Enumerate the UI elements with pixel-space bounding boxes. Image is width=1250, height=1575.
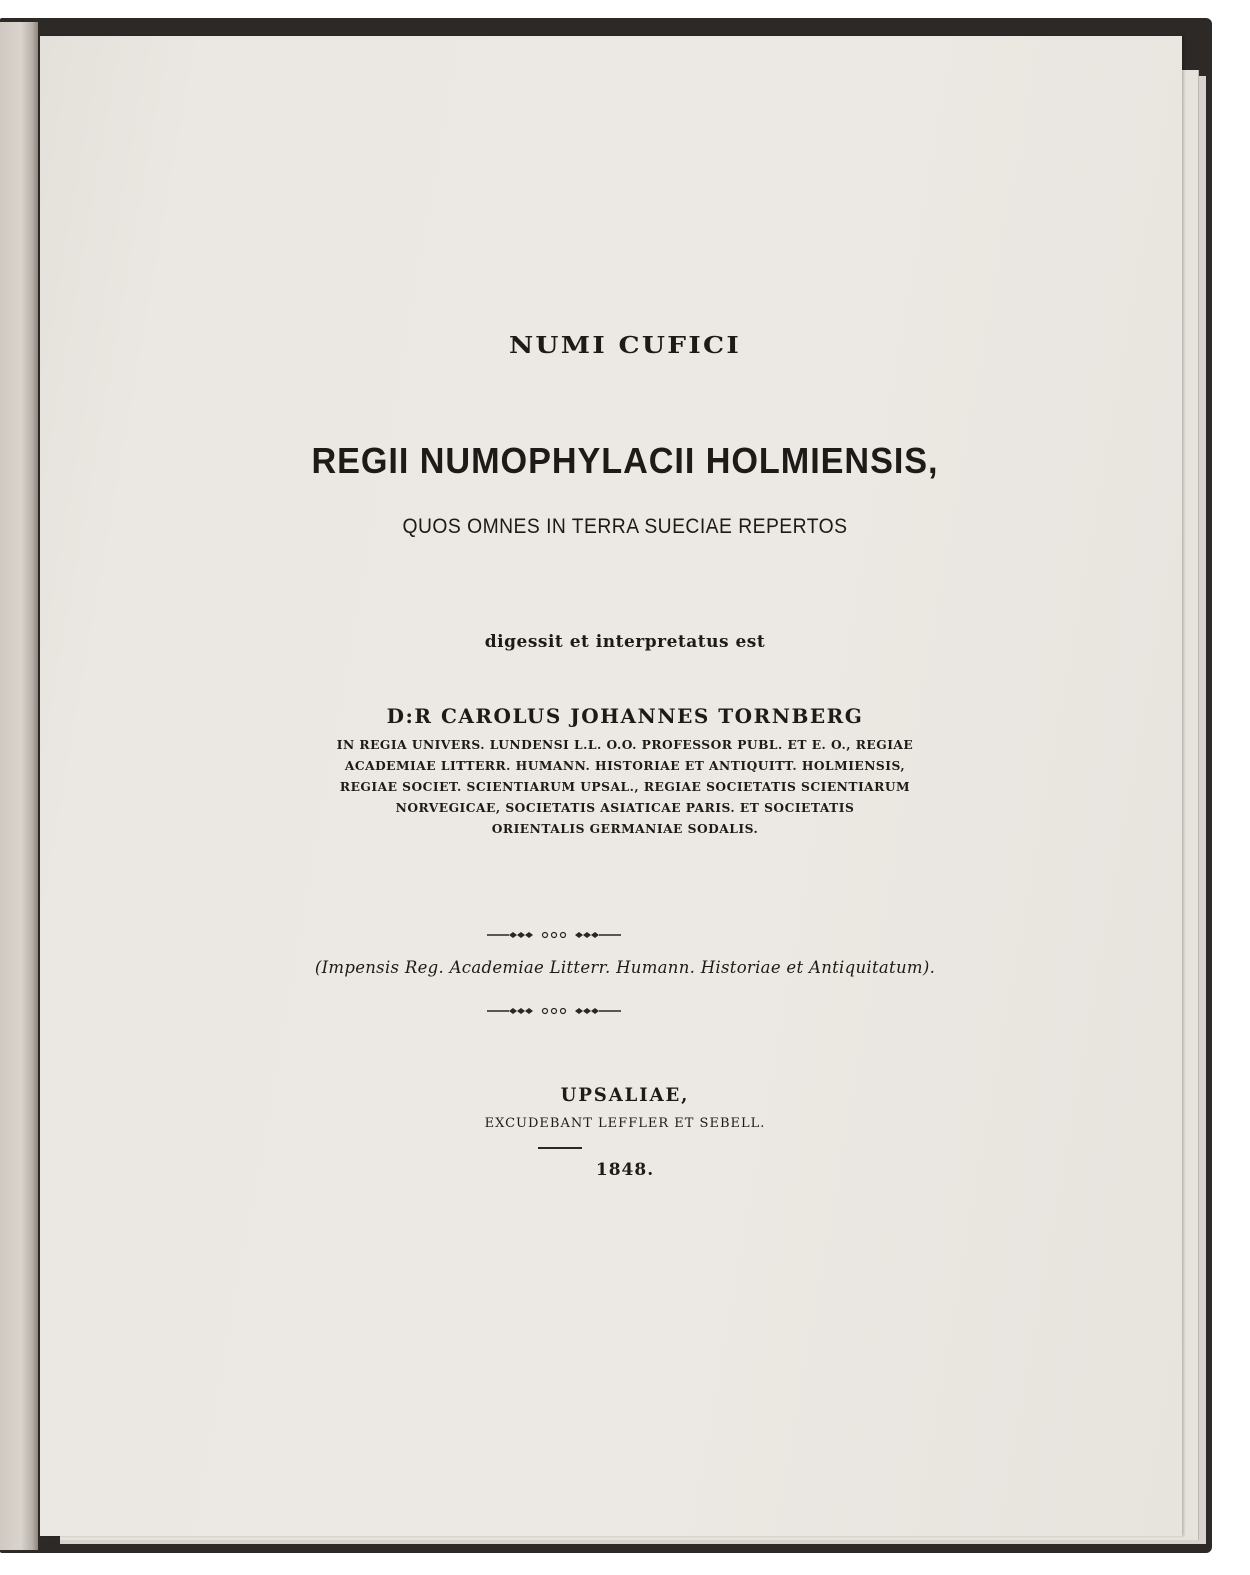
imprint-place: UPSALIAE, [560,1084,690,1106]
book-subtitle: REGII NUMOPHYLACII HOLMIENSIS, [311,440,939,481]
imprint-year: 1848. [595,1160,655,1180]
author-credential-line: ACADEMIAE LITTERR. HUMANN. HISTORIAE ET ANTIQUITT. HOLMIENSIS, [344,758,906,773]
author-credential-line: ORIENTALIS GERMANIAE SODALIS. [491,821,759,836]
author-credential-line: REGIAE SOCIET. SCIENTIARUM UPSAL., REGIAE SOCIETATIS SCIENTIARUM [339,779,911,794]
ornamental-rule-icon [487,930,621,940]
imprint-printer: EXCUDEBANT LEFFLER ET SEBELL. [484,1116,766,1131]
author-name: D:R CAROLUS JOHANNES TORNBERG [386,704,864,728]
author-credential-line: NORVEGICAE, SOCIETATIS ASIATICAE PARIS. ET SOCIETATIS [395,800,855,815]
imprint-divider [538,1147,582,1149]
book-subtitle-second-line: QUOS OMNES IN TERRA SUECIAE REPERTOS [402,515,848,538]
publisher-note: (Impensis Reg. Academiae Litterr. Humann. Historiae et Antiquitatum). [314,958,936,977]
digessit-line: digessit et interpretatus est [484,632,766,652]
author-credential-line: IN REGIA UNIVERS. LUNDENSI L.L. O.O. PROFESSOR PUBL. ET E. O., REGIAE [336,737,914,752]
ornamental-rule-icon [487,1006,621,1016]
book-title: NUMI CUFICI [508,332,742,359]
